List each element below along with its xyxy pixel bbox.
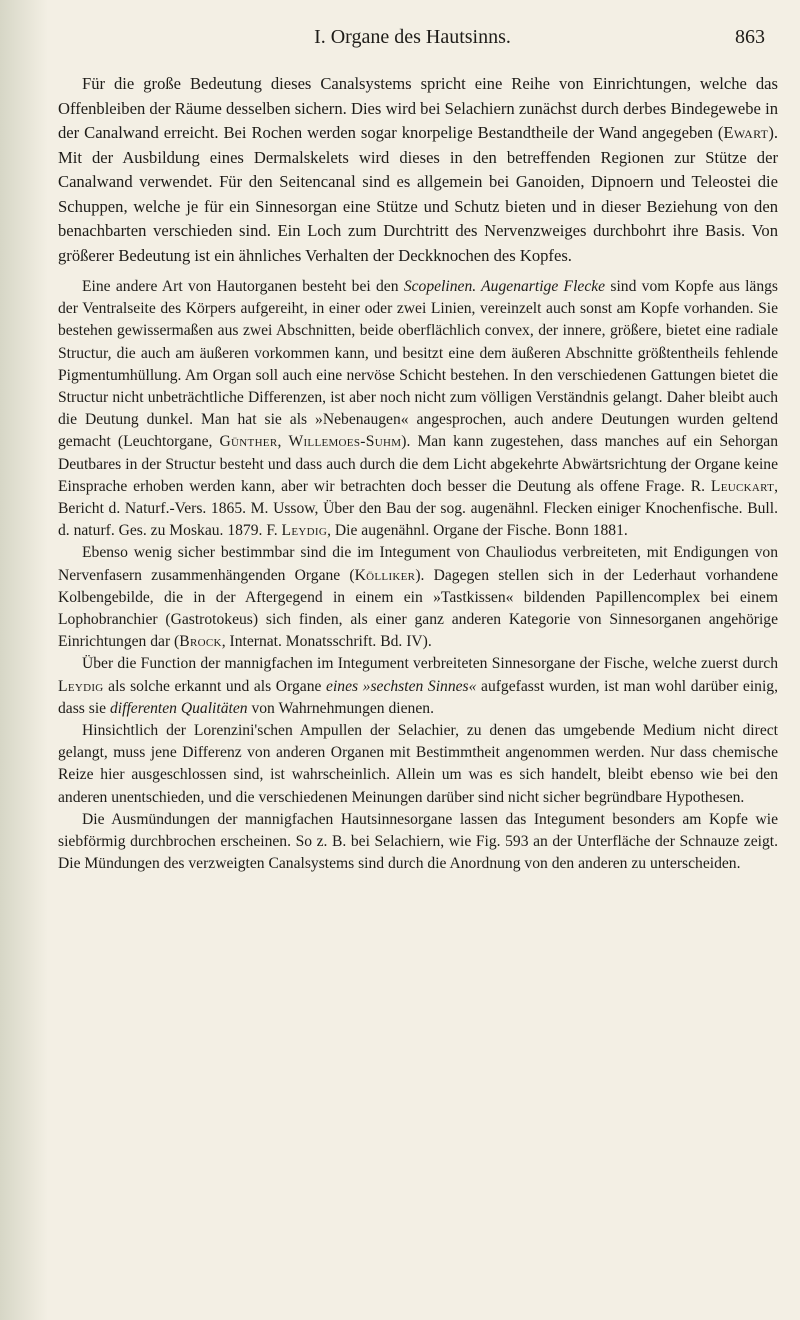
author-name: Ewart	[723, 123, 769, 142]
author-name: Günther	[219, 433, 278, 451]
text-run: aufgefasst wurden, ist man wohl darüber einig, dass sie	[58, 677, 778, 717]
italic-term: eines »sechsten Sinnes«	[326, 677, 477, 695]
text-run: als solche erkannt und als Organe	[103, 677, 327, 695]
running-header	[60, 26, 765, 60]
text-run: , Internat. Monatsschrift. Bd. IV).	[221, 633, 432, 651]
italic-term: differenten Qualitäten	[109, 699, 248, 717]
text-run: Über die Function der mannigfachen im Integument verbreiteten Sinnesorgane der Fische, welche zuerst durch	[82, 655, 778, 673]
paragraph-lorenzini	[58, 720, 778, 809]
paragraph-scopelinen	[58, 276, 778, 542]
text-run: Die Ausmündungen der mannigfachen Hautsinnesorgane lassen das Integument besonders am Kopfe wie siebförmig durchbrochen erscheinen. So z. B. bei Selachiern, wie Fig. 593 an der Unterfläche der Schnauze zeigt. Die Mündungen des verzweigten Canalsystems sind durch die Anordnung von den anderen zu unterscheiden.	[58, 810, 778, 873]
text-run: , Die augenähnl. Organe der Fische. Bonn 1881.	[327, 522, 628, 540]
text-run: , Bericht d. Naturf.-Vers. 1865. M.	[58, 477, 778, 518]
author-name: Leydig	[281, 522, 328, 540]
running-title: I. Organe des Hautsinns.	[314, 26, 511, 48]
author-name: Leydig	[58, 677, 104, 695]
paragraph-ausmuendungen	[58, 809, 778, 876]
text-run: Eine andere Art von Hautorganen besteht bei den	[82, 278, 404, 295]
paragraph-chauliodus	[58, 542, 778, 653]
author-name: Kölliker	[354, 566, 416, 584]
text-run: von Wahrnehmungen dienen.	[247, 699, 434, 717]
page-number: 863	[735, 26, 765, 48]
author-name: Ussow	[273, 500, 315, 518]
author-name: Leuckart	[710, 477, 775, 495]
text-run: ). Dagegen stellen sich in der Lederhaut vorhandene Kolbengebilde, die in der Aftergegend in einem ein »Tastkissen« bildenden Papillencomplex bei einem Lophobranchier (Gastrotokeus) sich finden, als einer ganz anderen Kategorie von Sinnesorganen angehörige Einrichtungen dar (	[58, 566, 778, 651]
text-run: ). Man kann zugestehen, dass manches auf ein Sehorgan Deutbares in der Structur besteht und dass auch durch die dem Licht abgekehrte Abwärtsrichtung der Organe keine Einsprache erhoben werden kann, aber wir betrachten doch besser die Deutung als offene Frage. R.	[58, 433, 778, 495]
text-run: , Über den Bau der sog. augenähnl. Flecken einiger Knochenfische. Bull. d. naturf. Ges. zu Moskau. 1879. F.	[58, 500, 778, 540]
text-run: Hinsichtlich der Lorenzini'schen Ampullen der Selachier, zu denen das umgebende Medium nicht direct gelangt, muss jene Differenz von anderen Organen mit Bestimmtheit angenommen werden. Nur dass chemische Reize hier ausgeschlossen sind, ist wahrscheinlich. Allein um was es sich handelt, bleibt ebenso wie bei den anderen unentschieden, und die verschiedenen Meinungen darüber sind nicht sicher begründbare Hypothesen.	[58, 722, 778, 806]
author-name: Brock	[179, 633, 222, 651]
page-edge-shadow	[0, 0, 48, 1320]
paragraph-canal-support	[58, 72, 778, 268]
text-run: sind vom Kopfe aus längs der Ventralseite des Körpers aufgereiht, in einer oder zwei Linien, vereinzelt auch sonst am Kopfe vorhanden. Sie bestehen gewissermaßen aus zwei Abschnitten, beide oberflächlich convex, der innere, größere, bietet eine radiale Structur, die auch am äußeren vorkommen kann, und besitzt eine dem äußeren Abschnitte größtentheils fehlende Pigmentumhüllung. Am Organ soll auch eine nervöse Schicht bestehen. In den verschiedenen Gattungen bietet die Structur nicht unbeträchtliche Differenzen, ist aber noch nicht zum völligen Verständnis gelangt. Daher bleibt auch die Deutung dunkel. Man hat sie als »Nebenaugen« angesprochen, auch andere Deutungen wurden geltend gemacht (Leuchtorgane,	[58, 278, 778, 451]
paragraph-function	[58, 653, 778, 720]
text-run: ). Mit der Ausbildung eines Dermalskelets wird dieses in den betreffenden Regionen zur Stütze der Canalwand verwendet. Für den Seitencanal sind es allgemein bei Ganoiden, Dipnoern und Teleostei die Schuppen, welche je für ein Sinnesorgan eine Stütze und Schutz bieten und in dieser Beziehung von den benachbarten verschieden sind. Ein Loch zum Durchtritt des Nervenzweiges durchbohrt ihre Basis. Von größerer Bedeutung ist ein ähnliches Verhalten der Deckknochen des Kopfes.	[58, 123, 778, 265]
text-run: Für die große Bedeutung dieses Canalsystems spricht eine Reihe von Einrichtungen, welche das Offenbleiben der Räume desselben sichern. Dies wird bei Selachiern zunächst durch derbes Bindegewebe in der Canalwand erreicht. Bei Rochen werden sogar knorpelige Bestandtheile der Wand angegeben (	[58, 74, 778, 142]
text-run: Ebenso wenig sicher bestimmbar sind die im Integument von Chauliodus verbreiteten, mit Endigungen von Nervenfasern zusammenhängenden Organe (	[58, 544, 778, 584]
author-name: Willemoes-Suhm	[288, 433, 402, 451]
body-text	[58, 72, 778, 875]
text-run: ,	[277, 433, 289, 451]
italic-term: Scopelinen. Augenartige Flecke	[403, 278, 606, 295]
